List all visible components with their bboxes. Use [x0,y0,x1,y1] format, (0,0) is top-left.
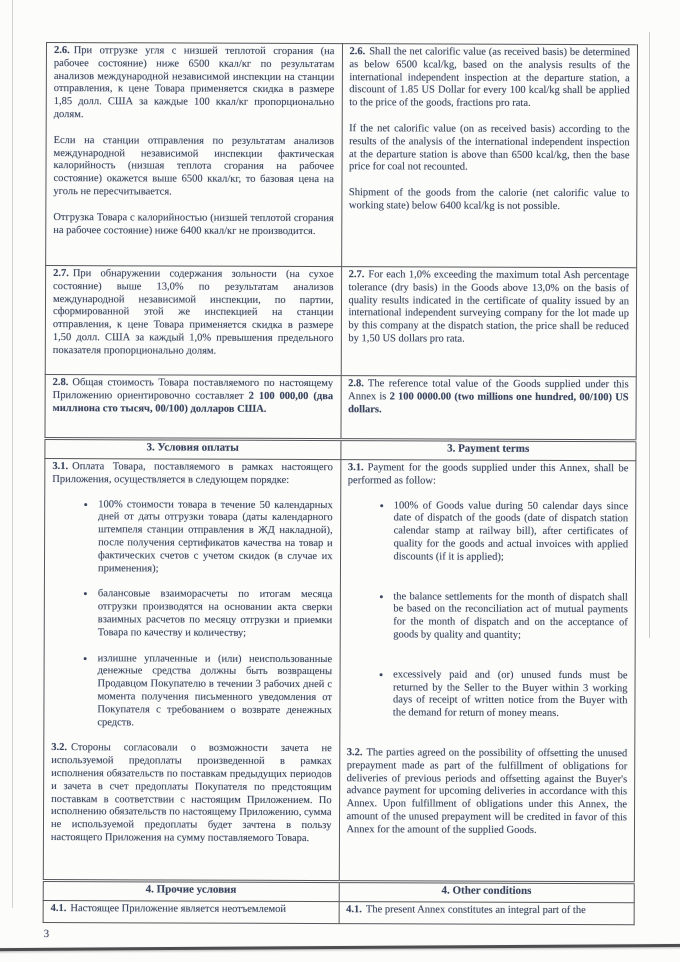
clause-number: 4.1. [50,903,67,915]
row-header-payment-terms [45,438,636,460]
clause-number: 3.2. [51,742,68,754]
clause-text: Оплата Товара, поставляемого в рамках настоящего Приложения, осуществляется в следующем порядке: [52,461,333,486]
clause-2-6-en [341,44,637,268]
clause-number: 2.8. [52,377,69,389]
clause-number: 3.1. [52,461,69,473]
total-value-amount: 2 100 000,00 (два миллиона сто тысяч, 00/100) долларов США. [52,390,334,415]
payment-bullet-item: • балансовые взаиморасчеты по итогам месяца отгрузки производятся на основании акта сверки взаимных расчетов по месяцу отгрузки и приемки Товара по качеству и количеству; [96,589,333,641]
clause-number: 2.8. [348,378,364,390]
payment-terms-header-en: 3. Payment terms [340,440,636,461]
clause-number: 2.7. [53,268,69,280]
clause-text: The parties agreed on the possibility of offsetting the unused prepayment made as part of the fulfillment of obligations for deliveries of previous periods and offsetting against the Buyer's advance payment for upcoming deliveries in accordance with this Annex. Upon fulfillment of obligations under this Annex, the amount of the unused prepayment will be credited in favor of this Annex for the amount of the supplied Goods. [346,747,628,836]
clause-text: Стороны согласовали о возможности зачета не используемой предоплаты произведенной в рамках исполнения обязательств по поставкам предыдущих периодов и зачета в счет предоплаты Покупателя по предстоящим поставкам в соответствии с настоящим Приложением. По исполнению обязательств по настоящему Приложению, сумма не используемой предоплаты будет зачтена в пользу настоящего Приложения на сумму поставляемого Товара. [50,742,332,844]
clause-paragraph [53,377,334,416]
clause-paragraph [348,269,629,347]
clause-4-1-en [339,902,635,925]
payment-terms-header-ru: 3. Условия оплаты [45,438,341,459]
payment-bullet-item: • excessively paid and (or) unused funds must be returned by the Seller to the Buyer within 3 working days of receipt of written notice from the Buyer with the demand for return of money means. [391,669,628,721]
other-conditions-header-en: 4. Other conditions [339,882,635,903]
clause-paragraph [53,268,334,359]
scan-edge-line-left [12,0,13,908]
clause-text: При отгрузке угля с низшей теплотой сгорания (на рабочее состояние) ниже 6500 ккал/кг по результатам анализов международной независимой инспекции на станции отправления, к цене Товара применяется скидка в размере 1,85 долл. США за каждые 100 ккал/кг пропорционально долям. [53,45,335,121]
clause-number: 2.7. [348,269,365,281]
clause-number: 2.6. [349,46,366,58]
row-clause-2-8 [45,374,636,440]
clause-text: Shipment of the goods from the calorie (net calorific value to working state) below 6400 kcal/kg is not possible. [348,187,630,212]
clause-paragraph [52,461,333,488]
clause-paragraph [346,904,627,918]
clause-paragraph [349,123,630,175]
clause-paragraph [348,462,629,489]
clause-text: Payment for the goods supplied under this Annex, shall be performed as follow: [347,462,629,487]
clause-number: 3.1. [347,462,364,474]
clause-number: 3.2. [346,747,363,759]
clause-text: Отгрузка Товара с калорийностью (низшей теплотой сгорания на рабочее состояние) ниже 6400 ккал/кг не производится. [53,211,334,237]
clause-4-1-ru [43,900,339,923]
clause-text: The reference total value of the Goods supplied under this Annex is [348,378,629,403]
payment-bullet-item: • 100% of Goods value during 50 calendar days since date of dispatch of the goods (date of dispatch station calendar stamp at railway bill), after certificates of quality for the goods and actual invoices with applied discounts (if it is applied); [391,500,628,565]
clause-number: 4.1. [346,904,362,916]
clause-text: Общая стоимость Товара поставляемого по настоящему Приложению ориентировочно составляет [52,377,334,402]
clause-text: If the net calorific value (on as received basis) according to the results of the analysis of the international independent inspection at the departure station is above than 6500 kcal/kg, then the base price for coal not recounted. [349,123,630,173]
payment-bullet-item: • the balance settlements for the month of dispatch shall be based on the reconciliation act of mutual payments for the month of dispatch and on the acceptance of goods by quality and quantity; [391,591,628,643]
clause-text: The present Annex constitutes an integral part of the [365,904,586,917]
clause-paragraph [53,212,334,239]
clause-text: Если на станции отправления по результатам анализов международной независимой инспекции фактическая калорийность (низшая теплота сгорания на рабочее состояние) окажется выше 6500 ккал/кг, то базовая цена на уголь не пересчитывается. [53,134,335,198]
clause-number: 2.6. [53,45,70,57]
clause-3-1-en [339,460,636,883]
clause-2-7-ru [45,266,341,376]
clause-2-8-en [340,376,636,441]
clause-2-6-ru [46,43,342,267]
contract-annex-page [43,42,638,942]
clause-text: При обнаружении содержания зольности (на сухое состояние) выше 13,0% по результатам анализов международной независимой инспекции, по партии, сформированной этой же инспекцией на станции отправления, к цене Товара применяется скидка в размере 1,50 долл. США за каждый 1,0% превышения предельного показателя пропорционально долям. [52,268,334,357]
payment-bullet-list [51,499,332,731]
clause-2-7-en [341,267,637,377]
clause-2-8-ru [45,374,341,439]
clause-3-1-ru [43,458,340,881]
page-number: 3 [43,927,50,941]
row-clause-4-1 [43,900,634,924]
payment-bullet-item: • 100% стоимости товара в течение 50 календарных дней от даты отгрузки товара (даты календарного штемпеля станции отправления в ЖД накладной), после получения сертификатов качества на товар и фактических счетов с учетом скидок (в случае их применения); [96,499,333,577]
row-clause-2-7 [45,266,636,377]
clause-paragraph [346,747,627,838]
clause-paragraph [54,45,335,123]
clause-paragraph [51,903,332,917]
clause-paragraph [349,187,630,214]
scan-edge-line-right [649,32,650,638]
bilingual-contract-table [43,42,638,925]
row-header-other-conditions [43,880,634,902]
other-conditions-header-ru: 4. Прочие условия [43,880,339,901]
scan-edge-bottom-band [0,944,680,951]
row-clause-2-6 [46,43,638,268]
payment-bullet-item: • излишне уплаченные и (или) неиспользованные денежные средства должны быть возвращены Продавцом Покупателю в течении 3 рабочих дней с момента получения письменного уведомления от Покупателя с требованием о возврате денежных средств. [95,653,332,731]
row-clause-3-1-3-2 [43,458,636,882]
clause-paragraph [51,742,332,845]
clause-text: Shall the net calorific value (as received basis) be determined as below 6500 kcal/kg, based on the analysis results of the international independent inspection at the departure station, a discount of 1.85 US Dollar for every 100 kcal/kg shall be applied to the price of the goods, fractions pro rata. [349,46,630,110]
clause-text: For each 1,0% exceeding the maximum total Ash percentage tolerance (dry basis) in the Goods above 13,0% on the basis of quality results indicated in the certificate of quality issued by an international independent surveying company for the lot made up by this company at the dispatch station, the price shall be reduced by 1,50 US dollars pro rata. [348,269,630,345]
total-value-amount: 2 100 0000.00 (two millions one hundred, 00/100) US dollars. [348,391,629,415]
clause-text: Настоящее Приложение является неотъемлемой [70,903,287,915]
clause-paragraph [348,378,629,417]
clause-paragraph [349,46,630,111]
clause-paragraph [53,135,334,200]
payment-bullet-list [347,500,628,721]
